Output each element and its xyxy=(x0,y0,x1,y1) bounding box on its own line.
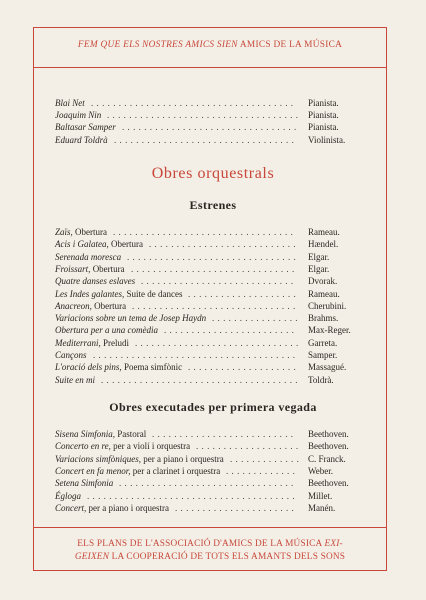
dot-leader: ...................... xyxy=(175,502,298,513)
dot-leader: .......................... xyxy=(152,429,297,439)
entry-work xyxy=(55,109,101,121)
entry-composer: Max-Reger. xyxy=(308,325,351,336)
entry-work-title: Cançons xyxy=(55,350,87,360)
entry-row xyxy=(55,109,375,121)
dot-leader: ................................... xyxy=(107,110,302,121)
entry-composer: Pianista. xyxy=(308,122,339,133)
entry-work-detail: per a piano i orquestra xyxy=(141,453,224,464)
entry-work-detail: per a piano i orquestra xyxy=(86,502,169,513)
dot-leader: ................................. xyxy=(113,227,297,237)
first-performances-title: Obres executades per primera vegada xyxy=(109,400,317,414)
entry-row xyxy=(55,263,375,275)
entry-work-detail: per a clarinet i orquestra xyxy=(130,465,221,476)
entry-composer: Elgar. xyxy=(308,263,330,274)
entry-composer: Pianista. xyxy=(308,110,339,121)
entry-work-detail: Obertura xyxy=(90,263,125,274)
entry-work-title: Obertura per a una comèdia xyxy=(55,325,158,336)
dot-leader: ..................................... xyxy=(91,98,297,108)
entry-composer: Beethoven. xyxy=(308,441,349,452)
entry-work xyxy=(55,349,87,361)
entry-work-title: Suite en mi xyxy=(55,374,95,385)
entry-row xyxy=(55,300,375,312)
entry-work-title: Les Indes galantes, xyxy=(55,288,125,299)
dot-leader: ..................................... xyxy=(93,350,299,360)
entry-composer: Rameau. xyxy=(308,288,340,299)
entry-composer: Samper. xyxy=(308,350,338,360)
entry-work-title: Eduard Toldrà xyxy=(55,134,108,145)
entry-row xyxy=(55,312,375,324)
footer-line-2-italic: GEIXEN xyxy=(74,552,110,562)
footer-banner xyxy=(38,538,382,564)
entry-composer: Garreta. xyxy=(308,337,338,348)
dot-leader: ................................. xyxy=(114,134,298,145)
entry-row xyxy=(55,226,375,238)
entry-row xyxy=(55,428,375,440)
entry-row xyxy=(55,121,375,133)
dot-leader: .................... xyxy=(188,288,299,299)
footer-line-2-normal: LA COOPERACIÓ DE TOTS ELS AMANTS DELS SONS xyxy=(109,552,346,562)
entry-work-detail: Pastoral xyxy=(115,429,147,439)
entry-work xyxy=(55,337,129,349)
entry-work xyxy=(55,465,220,477)
dot-leader: ............. xyxy=(230,453,303,464)
entry-composer: Beethoven. xyxy=(308,429,349,439)
dot-leader: .............................. xyxy=(131,263,298,274)
dot-leader: ............................... xyxy=(127,251,300,262)
entry-row xyxy=(55,337,375,349)
entry-work-title: Baltasar Samper xyxy=(55,122,116,133)
entry-work xyxy=(55,374,95,386)
dot-leader: .............................. xyxy=(132,300,299,311)
entry-composer: Millet. xyxy=(308,490,333,501)
dot-leader: ........................... xyxy=(149,239,299,250)
entry-composer: Toldrà. xyxy=(308,374,334,385)
entry-work-title: Concert en fa menor, xyxy=(55,465,131,476)
dot-leader: .................................... xyxy=(101,374,301,385)
dot-leader: ................................ xyxy=(119,478,297,489)
entry-work-title: Variacions sobre un tema de Josep Haydn xyxy=(55,313,207,324)
footer-line-2 xyxy=(38,551,382,564)
entry-row xyxy=(55,453,375,465)
dot-leader: ................................ xyxy=(122,122,300,133)
entry-work xyxy=(55,300,126,312)
entry-work-title: Blai Net xyxy=(55,98,85,108)
entry-work-title: Zaïs, xyxy=(55,227,73,237)
entry-row xyxy=(55,251,375,263)
entry-work-detail: Preludi xyxy=(100,337,129,348)
entry-composer: Beethoven. xyxy=(308,478,349,489)
entry-row xyxy=(55,275,375,287)
entry-composer: Rameau. xyxy=(308,227,340,237)
entry-work-title: Concert, xyxy=(55,502,87,513)
entry-work-detail: Suite de dances xyxy=(124,288,183,299)
entry-work xyxy=(55,263,125,275)
entry-composer: Massagué. xyxy=(308,362,347,373)
entry-work xyxy=(55,97,85,109)
entry-work xyxy=(55,251,121,263)
entry-work-title: Mediterrani, xyxy=(55,337,101,348)
header-banner-italic: FEM QUE ELS NOSTRES AMICS SIEN xyxy=(77,40,238,50)
entry-composer: C. Franck. xyxy=(308,453,346,464)
entry-row xyxy=(55,374,375,386)
entry-row xyxy=(55,238,375,250)
entry-work xyxy=(55,502,169,514)
entry-row xyxy=(55,502,375,514)
entry-work xyxy=(55,428,146,440)
entry-composer: Manén. xyxy=(308,502,336,513)
entry-composer: Dvorak. xyxy=(308,276,338,287)
entry-work-title: Quatre danses eslaves xyxy=(55,276,136,287)
entry-work-detail: per a violí i orquestra xyxy=(110,441,191,452)
dot-leader: ............. xyxy=(226,465,299,476)
entry-composer: Brahms. xyxy=(308,313,339,324)
entry-row xyxy=(55,490,375,502)
entry-work-detail: Poema simfònic xyxy=(121,362,183,373)
entry-work xyxy=(55,361,182,373)
entry-composer: Pianista. xyxy=(308,98,339,108)
header-banner xyxy=(33,40,387,50)
entry-work-title: Froissart, xyxy=(55,263,91,274)
dot-leader: ........................ xyxy=(164,325,298,336)
entry-work xyxy=(55,324,158,336)
entry-composer: Cherubini. xyxy=(308,300,347,311)
entry-work-title: Variacions simfòniques, xyxy=(55,453,142,464)
entry-work xyxy=(55,312,206,324)
entry-composer: Weber. xyxy=(308,465,334,476)
entry-work-title: Concerto en re, xyxy=(55,441,111,452)
entry-row xyxy=(55,97,375,109)
entry-row xyxy=(55,134,375,146)
entry-work-title: Égloga xyxy=(55,490,81,501)
entry-row xyxy=(55,440,375,452)
footer-line-1-italic: EXI- xyxy=(324,539,343,549)
dot-leader: ................... xyxy=(196,441,302,452)
entry-work-title: Joaquim Nin xyxy=(55,110,102,121)
entry-work-title: L'oració dels pins, xyxy=(55,362,122,373)
entry-composer: Hændel. xyxy=(308,239,339,250)
entry-work xyxy=(55,134,108,146)
footer-line-1 xyxy=(38,538,382,551)
header-rule xyxy=(33,67,387,68)
entry-row xyxy=(55,465,375,477)
premieres-title: Estrenes xyxy=(189,198,237,212)
entry-work-detail: Obertura xyxy=(91,300,127,311)
entry-work-title: Setena Simfonia xyxy=(55,478,114,489)
entry-work xyxy=(55,440,190,452)
dot-leader: .............................. xyxy=(135,337,302,348)
entry-work xyxy=(55,238,143,250)
entry-work-detail: Obertura xyxy=(72,227,107,237)
entry-work xyxy=(55,288,182,300)
entry-work-title: Sisena Simfonia, xyxy=(55,429,115,439)
header-banner-normal: AMICS DE LA MÚSICA xyxy=(237,40,343,50)
entry-row xyxy=(55,349,375,361)
entry-work-detail: Obertura xyxy=(108,239,143,250)
dot-leader: ............................ xyxy=(141,276,297,287)
entry-work-title: Serenada moresca xyxy=(55,251,122,262)
entry-work xyxy=(55,453,224,465)
entry-work-title: Acis i Galatea, xyxy=(55,239,109,250)
footer-rule xyxy=(33,527,387,528)
dot-leader: .................... xyxy=(188,362,299,373)
entry-row xyxy=(55,324,375,336)
entry-work xyxy=(55,477,113,489)
dot-leader: ................ xyxy=(212,313,301,324)
entry-work xyxy=(55,121,116,133)
entry-work-title: Anacreon, xyxy=(55,300,92,311)
entry-row xyxy=(55,477,375,489)
entry-work xyxy=(55,226,107,238)
footer-line-1-normal: ELS PLANS DE L'ASSOCIACIÓ D'AMICS DE LA MÚSICA xyxy=(77,539,325,549)
entry-composer: Violinista. xyxy=(308,134,346,145)
entry-row xyxy=(55,361,375,373)
entry-work xyxy=(55,490,81,502)
dot-leader: ...................................... xyxy=(87,490,298,501)
section-title: Obres orquestrals xyxy=(151,165,275,182)
entry-row xyxy=(55,288,375,300)
entry-work xyxy=(55,275,135,287)
entry-composer: Elgar. xyxy=(308,251,330,262)
